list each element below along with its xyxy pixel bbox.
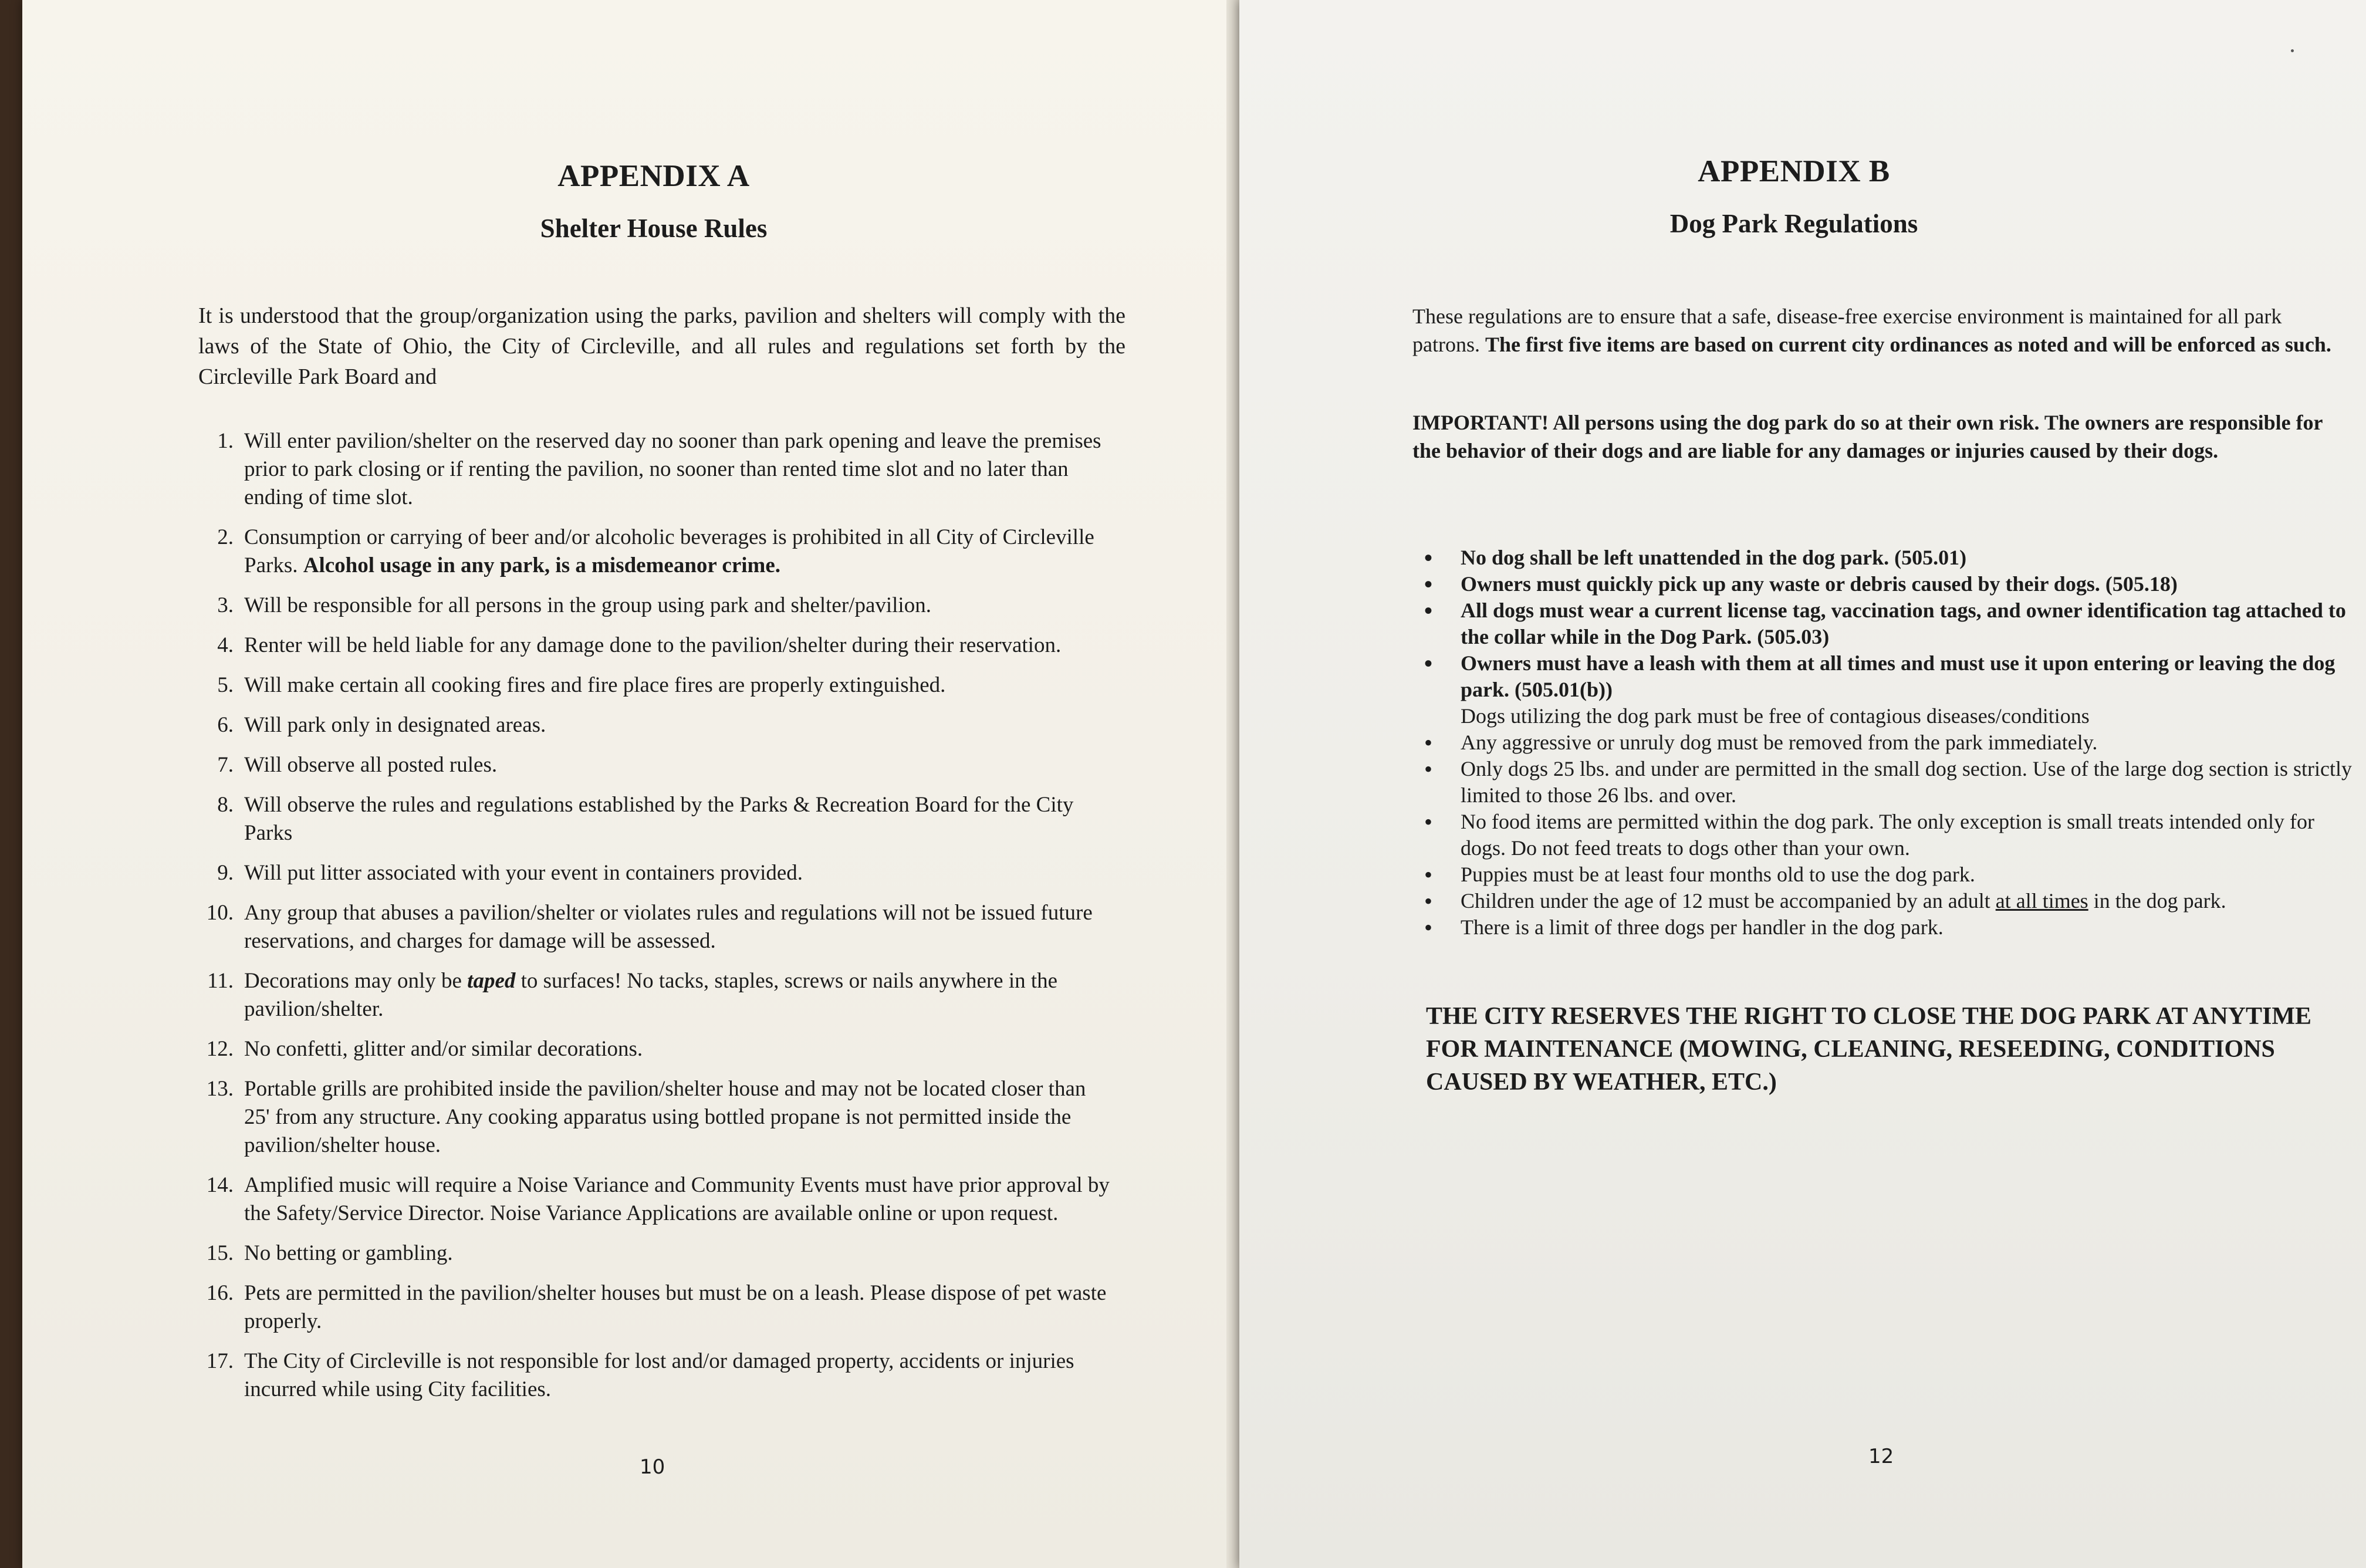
regulation-item bbox=[1424, 756, 2363, 809]
regulation-item bbox=[1424, 545, 2363, 571]
regulation-text: All dogs must wear a current license tag, vaccination tags, and owner identification tag attached to the collar while in the Dog Park. (505.03) bbox=[1461, 599, 2346, 648]
rule-text-main: Consumption or carrying of beer and/or alcoholic beverages is prohibited in all City of Circleville Parks. bbox=[244, 525, 1094, 577]
page-edge bbox=[1226, 0, 1239, 1568]
rule-number: 10. bbox=[206, 901, 234, 925]
rule-text-main: Any group that abuses a pavilion/shelter or violates rules and regulations will not be issued future reservations, and charges for damage will be assessed. bbox=[244, 901, 1093, 953]
rule-item bbox=[198, 631, 1137, 660]
rule-number: 3. bbox=[217, 593, 234, 617]
shelter-rules-list bbox=[198, 427, 1137, 1415]
rule-text bbox=[239, 1035, 1113, 1063]
rule-item bbox=[198, 711, 1137, 739]
rule-text bbox=[239, 859, 1113, 887]
regulation-item bbox=[1424, 571, 2363, 597]
page-appendix-a bbox=[22, 0, 1226, 1568]
rule-number: 7. bbox=[217, 753, 234, 777]
regulation-text-underlined: at all times bbox=[1995, 889, 2088, 913]
rule-text-after: to surfaces! No tacks, staples, screws or nails anywhere in the pavilion/shelter. bbox=[244, 969, 1058, 1021]
appendix-b-subtitle: Dog Park Regulations bbox=[1669, 209, 1918, 238]
rule-text bbox=[239, 1347, 1113, 1404]
rule-text-main: Will observe the rules and regulations established by the Parks & Recreation Board for the City Parks bbox=[244, 793, 1074, 845]
rule-text bbox=[239, 631, 1113, 660]
regulation-text: Owners must have a leash with them at all times and must use it upon entering or leaving the dog park. (505.01(b)) bbox=[1461, 651, 2335, 701]
rule-text-main: Will enter pavilion/shelter on the reserved day no sooner than park opening and leave the premises prior to park closing or if renting the pavilion, no sooner than rented time slot and no later than ending of time slot. bbox=[244, 429, 1101, 509]
regulation-text: Puppies must be at least four months old to use the dog park. bbox=[1461, 863, 1975, 886]
rule-text-main: Will make certain all cooking fires and fire place fires are properly extinguished. bbox=[244, 673, 946, 697]
rule-text bbox=[239, 671, 1113, 699]
rule-number: 13. bbox=[206, 1077, 234, 1101]
rule-item bbox=[198, 523, 1137, 580]
rule-text-main: Will put litter associated with your event in containers provided. bbox=[244, 861, 803, 885]
regulation-item bbox=[1424, 888, 2363, 914]
rule-text-main: The City of Circleville is not responsible for lost and/or damaged property, accidents or injuries incurred while using City facilities. bbox=[244, 1349, 1074, 1401]
regulation-text: No food items are permitted within the dog park. The only exception is small treats intended only for dogs. Do not feed treats to dogs other than your own. bbox=[1461, 810, 2314, 860]
paper-speck bbox=[2291, 49, 2294, 52]
rule-number: 5. bbox=[217, 673, 234, 697]
regulation-text: No dog shall be left unattended in the dog park. (505.01) bbox=[1461, 546, 1967, 569]
regulation-item bbox=[1424, 914, 2363, 941]
rule-item bbox=[198, 967, 1137, 1023]
rule-text bbox=[239, 523, 1113, 580]
regulation-text: Owners must quickly pick up any waste or debris caused by their dogs. (505.18) bbox=[1461, 572, 2178, 596]
rule-number: 14. bbox=[206, 1173, 234, 1197]
rule-text-main: Pets are permitted in the pavilion/shelter houses but must be on a leash. Please dispose of pet waste properly. bbox=[244, 1281, 1107, 1333]
rule-item bbox=[198, 751, 1137, 779]
regulation-item bbox=[1424, 650, 2363, 703]
rule-text bbox=[239, 899, 1113, 955]
appendix-a-subtitle: Shelter House Rules bbox=[540, 214, 768, 243]
appendix-a-intro: It is understood that the group/organization using the parks, pavilion and shelters will comply with the laws of the State of Ohio, the City of Circleville, and all rules and regulations set forth by the Circleville Park Board and bbox=[198, 303, 1125, 389]
rule-number: 12. bbox=[206, 1037, 234, 1061]
intro-bold-text: The first five items are based on current city ordinances as noted and will be enforced as such. bbox=[1485, 333, 2331, 356]
rule-text-main: Will be responsible for all persons in the group using park and shelter/pavilion. bbox=[244, 593, 931, 617]
rule-text-before: Decorations may only be bbox=[244, 969, 462, 993]
important-notice: IMPORTANT! All persons using the dog park do so at their own risk. The owners are responsible for the behavior of their dogs and are liable for any damages or injuries caused by their dogs. bbox=[1412, 411, 2323, 462]
page-appendix-b bbox=[1239, 0, 2366, 1568]
rule-text-main: Amplified music will require a Noise Variance and Community Events must have prior approval by the Safety/Service Director. Noise Variance Applications are available online or upon request. bbox=[244, 1173, 1110, 1225]
rule-item bbox=[198, 1035, 1137, 1063]
rule-number: 8. bbox=[217, 793, 234, 817]
page-number: 12 bbox=[1868, 1445, 1894, 1468]
rule-item bbox=[198, 1347, 1137, 1404]
rule-item bbox=[198, 671, 1137, 699]
regulation-text: Dogs utilizing the dog park must be free of contagious diseases/conditions bbox=[1461, 704, 2090, 728]
intro-plain-text: These regulations are to ensure that a safe, disease-free exercise environment is maintained for all park patrons. bbox=[1412, 305, 2282, 356]
regulation-text: There is a limit of three dogs per handler in the dog park. bbox=[1461, 915, 1944, 939]
rule-item bbox=[198, 1075, 1137, 1160]
rule-text-bold: Alcohol usage in any park, is a misdemeanor crime. bbox=[303, 553, 781, 577]
regulation-item bbox=[1424, 729, 2363, 756]
rule-number: 1. bbox=[217, 429, 234, 453]
rule-text bbox=[239, 967, 1113, 1023]
rule-number: 16. bbox=[206, 1281, 234, 1305]
rule-text-main: No confetti, glitter and/or similar decorations. bbox=[244, 1037, 643, 1061]
rule-item bbox=[198, 791, 1137, 847]
rule-item bbox=[198, 592, 1137, 620]
regulation-item bbox=[1424, 597, 2363, 650]
appendix-b-intro bbox=[1412, 302, 2351, 359]
rule-item bbox=[198, 859, 1137, 887]
regulation-item bbox=[1424, 861, 2363, 888]
rule-number: 9. bbox=[217, 861, 234, 885]
rule-text bbox=[239, 751, 1113, 779]
rule-item bbox=[198, 1171, 1137, 1228]
rule-text bbox=[239, 791, 1113, 847]
rule-text bbox=[239, 1279, 1113, 1336]
rule-number: 2. bbox=[217, 525, 234, 549]
dog-park-regulations-list bbox=[1424, 545, 2363, 941]
appendix-a-title: APPENDIX A bbox=[557, 159, 750, 193]
rule-item bbox=[198, 1239, 1137, 1268]
rule-number: 4. bbox=[217, 633, 234, 657]
closing-notice: THE CITY RESERVES THE RIGHT TO CLOSE THE DOG PARK AT ANYTIME FOR MAINTENANCE (MOWING, CLEANING, RESEEDING, CONDITIONS CAUSED BY WEATHER, ETC.) bbox=[1426, 1003, 2312, 1096]
rule-item bbox=[198, 427, 1137, 512]
rule-number: 15. bbox=[206, 1241, 234, 1265]
appendix-b-title: APPENDIX B bbox=[1698, 154, 1890, 188]
rule-text-main: Will observe all posted rules. bbox=[244, 753, 498, 777]
page-number: 10 bbox=[640, 1455, 665, 1479]
rule-text bbox=[239, 1239, 1113, 1268]
rule-text bbox=[239, 711, 1113, 739]
rule-text-main: Renter will be held liable for any damage done to the pavilion/shelter during their reservation. bbox=[244, 633, 1062, 657]
rule-text bbox=[239, 1171, 1113, 1228]
rule-number: 6. bbox=[217, 713, 234, 737]
rule-text-emphasis: taped bbox=[467, 969, 516, 993]
rule-item bbox=[198, 1279, 1137, 1336]
regulation-text-before: Children under the age of 12 must be accompanied by an adult bbox=[1461, 889, 1990, 913]
regulation-text: Only dogs 25 lbs. and under are permitted in the small dog section. Use of the large dog section is strictly limited to those 26 lbs. and over. bbox=[1461, 757, 2353, 807]
rule-text bbox=[239, 427, 1113, 512]
rule-text-main: Portable grills are prohibited inside the pavilion/shelter house and may not be located closer than 25' from any structure. Any cooking apparatus using bottled propane is not permitted inside the pavilion/shelter house. bbox=[244, 1077, 1086, 1157]
regulation-item bbox=[1424, 703, 2363, 729]
regulation-item bbox=[1424, 809, 2363, 861]
rule-text bbox=[239, 1075, 1113, 1160]
regulation-text: Any aggressive or unruly dog must be removed from the park immediately. bbox=[1461, 731, 2098, 754]
rule-text-main: No betting or gambling. bbox=[244, 1241, 453, 1265]
rule-number: 17. bbox=[206, 1349, 234, 1373]
rule-text bbox=[239, 592, 1113, 620]
regulation-text-after: in the dog park. bbox=[2093, 889, 2226, 913]
rule-number: 11. bbox=[207, 969, 234, 993]
rule-text-main: Will park only in designated areas. bbox=[244, 713, 546, 737]
rule-item bbox=[198, 899, 1137, 955]
